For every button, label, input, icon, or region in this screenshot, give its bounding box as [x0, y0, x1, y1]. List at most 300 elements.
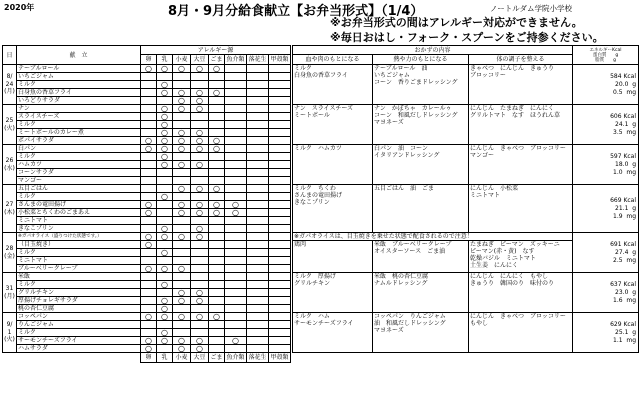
menu-item-name: 小松菜とちくわのごまあえ: [17, 209, 141, 217]
allergen-mark: [157, 177, 173, 185]
allergen-mark: [209, 265, 225, 273]
allergen-mark: ○: [191, 233, 209, 241]
allergen-mark: ○: [141, 233, 157, 241]
allergen-mark: ○: [157, 249, 173, 257]
allergen-mark: [225, 241, 247, 249]
menu-row: [3, 313, 639, 321]
allergen-mark: [225, 193, 247, 201]
allergen-mark: ○: [157, 121, 173, 129]
allergen-mark: [173, 169, 191, 177]
allergen-mark: ○: [157, 305, 173, 313]
allergen-mark: [225, 289, 247, 297]
allergen-mark: [247, 169, 269, 177]
allergen-mark: ○: [191, 345, 209, 353]
day-date: 25 (火): [3, 105, 17, 145]
allergen-mark: [247, 89, 269, 97]
menu-item-name: マンゴー: [17, 177, 141, 185]
allergen-mark: [173, 273, 191, 281]
allergen-mark: ○: [173, 313, 191, 321]
menu-item-name: ミニトマト: [17, 217, 141, 225]
header-allergen: 乳: [157, 55, 173, 65]
allergen-mark: [209, 153, 225, 161]
allergen-mark: [225, 97, 247, 105]
allergen-mark: [225, 113, 247, 121]
allergen-mark: [247, 249, 269, 257]
allergen-mark: [269, 273, 291, 281]
allergen-mark: [191, 121, 209, 129]
allergen-mark: [209, 169, 225, 177]
allergen-mark: ○: [157, 153, 173, 161]
menu-row: [3, 105, 639, 113]
ingredients-heat: 五目ごはん 油 ごま: [373, 185, 469, 233]
header-body: 体の調子を整える: [469, 55, 573, 65]
allergen-mark: [247, 241, 269, 249]
allergen-mark: ○: [141, 345, 157, 353]
allergen-mark: ○: [209, 89, 225, 97]
day-date: 26 (水): [3, 145, 17, 185]
allergen-mark: [141, 169, 157, 177]
allergen-mark: [247, 297, 269, 305]
header-allergen: 甲殻類: [270, 56, 289, 63]
footer-allergen: 大豆: [191, 353, 209, 363]
allergen-mark: [209, 297, 225, 305]
allergen-mark: ○: [173, 65, 191, 73]
allergen-mark: [141, 185, 157, 193]
allergen-mark: ○: [209, 313, 225, 321]
nutrition-values: 691 Kcal 27.4 g 2.5 mg: [573, 233, 639, 273]
allergen-mark: [269, 249, 291, 257]
allergen-mark: [247, 217, 269, 225]
allergen-mark: [173, 257, 191, 265]
allergen-mark: [209, 73, 225, 81]
allergen-mark: [173, 241, 191, 249]
allergen-mark: ○: [209, 185, 225, 193]
allergen-mark: [209, 81, 225, 89]
allergen-mark: [269, 281, 291, 289]
ingredients-blood: ミルク ちくわ さんまの竜田揚げ きなこプリン: [293, 185, 373, 233]
allergen-mark: ○: [157, 89, 173, 97]
allergen-mark: [209, 129, 225, 137]
allergen-mark: ○: [157, 137, 173, 145]
allergen-mark: ○: [173, 185, 191, 193]
allergen-mark: ○: [173, 209, 191, 217]
allergen-mark: [173, 321, 191, 329]
allergen-mark: ○: [141, 313, 157, 321]
allergen-mark: ○: [157, 297, 173, 305]
menu-item-name: ポパイサラダ: [17, 137, 141, 145]
footer-allergen: 小麦: [173, 353, 191, 363]
allergen-mark: [247, 65, 269, 73]
ingredients-body: きゃべつ にんじん きゅうり ブロッコリー: [469, 65, 573, 105]
menu-item-name: コーンサラダ: [17, 169, 141, 177]
menu-item-name: 厚揚げチョレギサラダ: [17, 297, 141, 305]
allergen-mark: [269, 145, 291, 153]
allergen-mark: [247, 153, 269, 161]
allergen-mark: [141, 97, 157, 105]
allergen-mark: [225, 73, 247, 81]
menu-item-name: ミルク: [17, 153, 141, 161]
menu-item-name: ブルーベリークレープ: [17, 265, 141, 273]
allergen-mark: [209, 321, 225, 329]
allergen-mark: ○: [157, 161, 173, 169]
allergen-mark: [209, 225, 225, 233]
header-allergen: 魚介類: [226, 56, 245, 63]
menu-row: [3, 241, 639, 249]
allergen-mark: ○: [157, 145, 173, 153]
allergen-mark: [157, 73, 173, 81]
allergen-mark: ○: [173, 105, 191, 113]
allergen-mark: ○: [191, 225, 209, 233]
allergen-mark: ○: [191, 209, 209, 217]
allergen-mark: [225, 273, 247, 281]
allergen-mark: ○: [141, 209, 157, 217]
allergen-mark: ○: [173, 233, 191, 241]
menu-item-name: グリルチキン: [17, 289, 141, 297]
menu-item-name: ナン: [17, 105, 141, 113]
allergen-mark: ○: [173, 337, 191, 345]
allergen-mark: [225, 233, 247, 241]
allergen-mark: [269, 161, 291, 169]
ingredients-heat: 白パン 油 コーン イタリアンドレッシング: [373, 145, 469, 185]
allergen-mark: [157, 321, 173, 329]
allergen-mark: [191, 273, 209, 281]
allergen-mark: [157, 217, 173, 225]
allergen-mark: [225, 313, 247, 321]
allergen-mark: [191, 265, 209, 273]
allergen-mark: ○: [191, 297, 209, 305]
footer-allergen: ごま: [210, 354, 223, 361]
menu-item-name: 桃の杏仁豆腐: [17, 305, 141, 313]
allergen-mark: [191, 321, 209, 329]
allergen-mark: [269, 313, 291, 321]
allergen-mark: [269, 113, 291, 121]
allergen-mark: [191, 249, 209, 257]
allergen-mark: [141, 105, 157, 113]
menu-item-name: テーブルロール: [17, 65, 141, 73]
ingredients-heat: 米飯 ブルーベリークレープ オイスターソース ごま油: [373, 241, 469, 273]
allergen-mark: [269, 217, 291, 225]
menu-item-name: ハムサラダ: [17, 345, 141, 353]
allergen-mark: [141, 193, 157, 201]
allergen-mark: [141, 297, 157, 305]
allergen-mark: ○: [157, 329, 173, 337]
allergen-mark: [247, 121, 269, 129]
ingredients-body: にんじん 小松菜 ミニトマト: [469, 185, 573, 233]
allergen-mark: [225, 65, 247, 73]
header-allergen: 卵: [141, 55, 157, 65]
allergen-mark: [141, 273, 157, 281]
allergen-mark: ○: [191, 201, 209, 209]
allergen-mark: ○: [191, 145, 209, 153]
allergen-mark: [247, 289, 269, 297]
allergen-mark: [141, 217, 157, 225]
nutrition-values: 629 Kcal 25.1 g 1.1 mg: [573, 313, 639, 353]
allergen-mark: [225, 281, 247, 289]
allergen-mark: [173, 121, 191, 129]
allergen-mark: [209, 257, 225, 265]
allergen-mark: ○: [141, 65, 157, 73]
allergen-mark: ○: [157, 129, 173, 137]
allergen-mark: [247, 313, 269, 321]
footer-allergen: 落花生: [248, 354, 267, 361]
day-date: 8/ 24 (月): [3, 65, 17, 105]
day-date: 27 (木): [3, 185, 17, 233]
day-date: 9/ 1 (火): [3, 313, 17, 353]
allergen-mark: ○: [173, 161, 191, 169]
allergen-mark: [269, 201, 291, 209]
allergen-mark: [209, 305, 225, 313]
menu-item-name: ※ガパオライス（盛りつけた状態です。）: [17, 233, 141, 241]
ingredients-blood: ミルク 白身魚の香草フライ: [293, 65, 373, 105]
nutrition-values: 597 Kcal 18.0 g 1.0 mg: [573, 145, 639, 185]
allergen-mark: [173, 281, 191, 289]
allergen-mark: [247, 201, 269, 209]
allergen-mark: [247, 73, 269, 81]
header-allergy: アレルギー源: [141, 46, 291, 55]
allergen-mark: ○: [209, 65, 225, 73]
menu-item-name: 白パン: [17, 145, 141, 153]
allergen-mark: [225, 185, 247, 193]
allergen-mark: [209, 217, 225, 225]
allergen-mark: ○: [157, 265, 173, 273]
allergen-mark: [269, 193, 291, 201]
allergen-mark: ○: [157, 113, 173, 121]
menu-item-name: ミルク: [17, 249, 141, 257]
allergen-mark: [173, 73, 191, 81]
ingredients-body: たまねぎ ピーマン ズッキーニ ピーマン(赤・黄) なす 乾燥バジル ミニトマト 土生姜 にんにく: [469, 241, 573, 273]
allergen-mark: [225, 145, 247, 153]
allergen-mark: [173, 249, 191, 257]
allergen-mark: [157, 257, 173, 265]
ingredients-heat: ナン かぼちゃ カレールゥ コーン 和風だしドレッシング マヨネーズ: [373, 105, 469, 145]
allergen-mark: [191, 329, 209, 337]
allergen-mark: ○: [209, 145, 225, 153]
menu-item-name: サーモンチーズフライ: [17, 337, 141, 345]
allergen-mark: [269, 233, 291, 241]
menu-item-name: ミルク: [17, 281, 141, 289]
page-title: 8月・9月分給食献立【お弁当形式】（1/4）: [168, 4, 424, 19]
allergen-mark: [141, 225, 157, 233]
footer-allergen: 卵: [141, 353, 157, 363]
allergen-mark: [141, 249, 157, 257]
allergen-mark: [141, 321, 157, 329]
menu-row: [3, 185, 639, 193]
allergen-mark: [157, 185, 173, 193]
allergen-mark: [269, 97, 291, 105]
allergen-mark: [225, 121, 247, 129]
notice-allergy: ※お弁当形式の間はアレルギー対応ができません。: [330, 16, 583, 29]
allergen-mark: [191, 193, 209, 201]
allergen-mark: [247, 329, 269, 337]
allergen-mark: [225, 265, 247, 273]
allergen-mark: [141, 177, 157, 185]
allergen-mark: [225, 257, 247, 265]
allergen-mark: [269, 257, 291, 265]
ingredients-body: にんじん にんにく もやし きゅうり 韓国のり 味付のり: [469, 273, 573, 313]
menu-item-name: ミルク: [17, 193, 141, 201]
allergen-mark: [157, 241, 173, 249]
menu-table: [2, 45, 639, 363]
allergen-mark: [269, 177, 291, 185]
allergen-mark: [247, 177, 269, 185]
menu-item-name: スライスチーズ: [17, 113, 141, 121]
ingredients-body: にんじん きゃべつ ブロッコリー もやし: [469, 313, 573, 353]
allergen-mark: [247, 185, 269, 193]
allergen-mark: ○: [173, 345, 191, 353]
allergen-mark: ○: [225, 337, 247, 345]
allergen-mark: [269, 265, 291, 273]
allergen-mark: [157, 169, 173, 177]
allergen-mark: ○: [191, 97, 209, 105]
allergen-mark: [225, 345, 247, 353]
ingredients-heat: 米飯 桃の杏仁豆腐 ナムルドレッシング: [373, 273, 469, 313]
allergen-mark: [247, 321, 269, 329]
allergen-mark: [225, 305, 247, 313]
allergen-mark: [225, 89, 247, 97]
allergen-mark: [191, 177, 209, 185]
allergen-mark: [173, 193, 191, 201]
allergen-mark: [269, 137, 291, 145]
allergen-mark: [141, 289, 157, 297]
menu-row: [3, 145, 639, 153]
allergen-mark: ○: [173, 289, 191, 297]
allergen-mark: [173, 217, 191, 225]
allergen-mark: [141, 73, 157, 81]
allergen-mark: [173, 329, 191, 337]
allergen-mark: [225, 129, 247, 137]
header-allergen: ごま: [210, 56, 223, 63]
allergen-mark: ○: [173, 201, 191, 209]
allergen-mark: [269, 73, 291, 81]
allergen-mark: [173, 225, 191, 233]
allergen-mark: [141, 89, 157, 97]
allergen-mark: ○: [141, 241, 157, 249]
allergen-mark: [209, 233, 225, 241]
header-blood: 血や肉のもとになる: [293, 55, 373, 65]
menu-item-name: きなこプリン: [17, 225, 141, 233]
header-allergen: 大豆: [191, 55, 209, 65]
allergen-mark: [209, 289, 225, 297]
header-allergen: 小麦: [173, 55, 191, 65]
allergen-mark: [269, 209, 291, 217]
allergen-mark: [141, 121, 157, 129]
allergen-mark: ○: [157, 233, 173, 241]
allergen-mark: ○: [141, 201, 157, 209]
footer-spacer: [3, 353, 141, 363]
allergen-mark: [269, 321, 291, 329]
allergen-mark: [141, 281, 157, 289]
allergen-mark: ○: [173, 137, 191, 145]
menu-item-name: 白身魚の香草フライ: [17, 89, 141, 97]
allergen-mark: [173, 113, 191, 121]
allergen-mark: [225, 217, 247, 225]
allergen-mark: ○: [225, 201, 247, 209]
allergen-mark: [191, 241, 209, 249]
allergen-mark: ○: [157, 313, 173, 321]
allergen-mark: [247, 113, 269, 121]
allergen-mark: [247, 233, 269, 241]
allergen-mark: ○: [173, 97, 191, 105]
allergen-mark: [173, 153, 191, 161]
allergen-mark: ○: [141, 265, 157, 273]
school-name: ノートルダム学院小学校: [490, 4, 572, 13]
allergen-mark: [269, 305, 291, 313]
allergen-mark: [141, 81, 157, 89]
allergen-mark: [269, 129, 291, 137]
allergen-mark: [209, 193, 225, 201]
notice-utensils: ※毎日おはし・フォーク・スプーンをご持参ください。: [330, 31, 604, 44]
allergen-mark: [209, 345, 225, 353]
allergen-mark: [209, 105, 225, 113]
allergen-mark: [269, 345, 291, 353]
allergen-mark: ○: [191, 161, 209, 169]
allergen-mark: [225, 153, 247, 161]
allergen-mark: [269, 153, 291, 161]
header-heat: 熱や力のもとになる: [373, 55, 469, 65]
allergen-mark: [225, 225, 247, 233]
allergen-mark: [209, 113, 225, 121]
allergen-mark: [191, 113, 209, 121]
allergen-mark: [269, 241, 291, 249]
allergen-mark: ○: [157, 337, 173, 345]
allergen-mark: [173, 177, 191, 185]
allergen-mark: [157, 273, 173, 281]
allergen-mark: ○: [141, 137, 157, 145]
allergen-mark: ○: [173, 129, 191, 137]
allergen-mark: [225, 297, 247, 305]
header-allergen: 落花生: [248, 56, 267, 63]
allergen-mark: [247, 273, 269, 281]
menu-item-name: （目玉焼き）: [17, 241, 141, 249]
allergen-mark: [225, 105, 247, 113]
allergen-mark: [191, 153, 209, 161]
ingredients-blood: ミルク ハムカツ: [293, 145, 373, 185]
allergen-mark: [191, 81, 209, 89]
allergen-mark: [141, 305, 157, 313]
menu-item-name: 五目ごはん: [17, 185, 141, 193]
footer-allergen: 甲殻類: [270, 354, 289, 361]
allergen-mark: ○: [157, 193, 173, 201]
allergen-mark: ○: [157, 65, 173, 73]
allergen-mark: [191, 305, 209, 313]
allergen-mark: ○: [141, 145, 157, 153]
ingredients-heat: テーブルロール 油 いちごジャム コーン 香りごまドレッシング: [373, 65, 469, 105]
allergen-mark: [247, 265, 269, 273]
allergen-mark: [141, 257, 157, 265]
allergen-mark: [269, 81, 291, 89]
allergen-mark: ○: [141, 337, 157, 345]
menu-item-name: ミニトマト: [17, 257, 141, 265]
allergen-mark: [225, 81, 247, 89]
allergen-mark: [209, 273, 225, 281]
allergen-mark: [269, 105, 291, 113]
menu-item-name: ミルク: [17, 329, 141, 337]
allergen-mark: [247, 305, 269, 313]
allergen-mark: ○: [173, 297, 191, 305]
allergen-mark: [269, 337, 291, 345]
footer-allergen: 魚介類: [226, 354, 245, 361]
allergen-mark: [173, 81, 191, 89]
allergen-mark: [157, 289, 173, 297]
allergen-mark: [247, 281, 269, 289]
allergen-mark: ○: [209, 209, 225, 217]
nutrition-values: 669 Kcal 21.1 g 1.9 mg: [573, 185, 639, 233]
allergen-mark: [247, 81, 269, 89]
allergen-mark: [225, 137, 247, 145]
ingredients-blood: ミルク 厚揚げ グリルチキン: [293, 273, 373, 313]
menu-item-name: 米飯: [17, 273, 141, 281]
allergen-mark: ○: [191, 289, 209, 297]
